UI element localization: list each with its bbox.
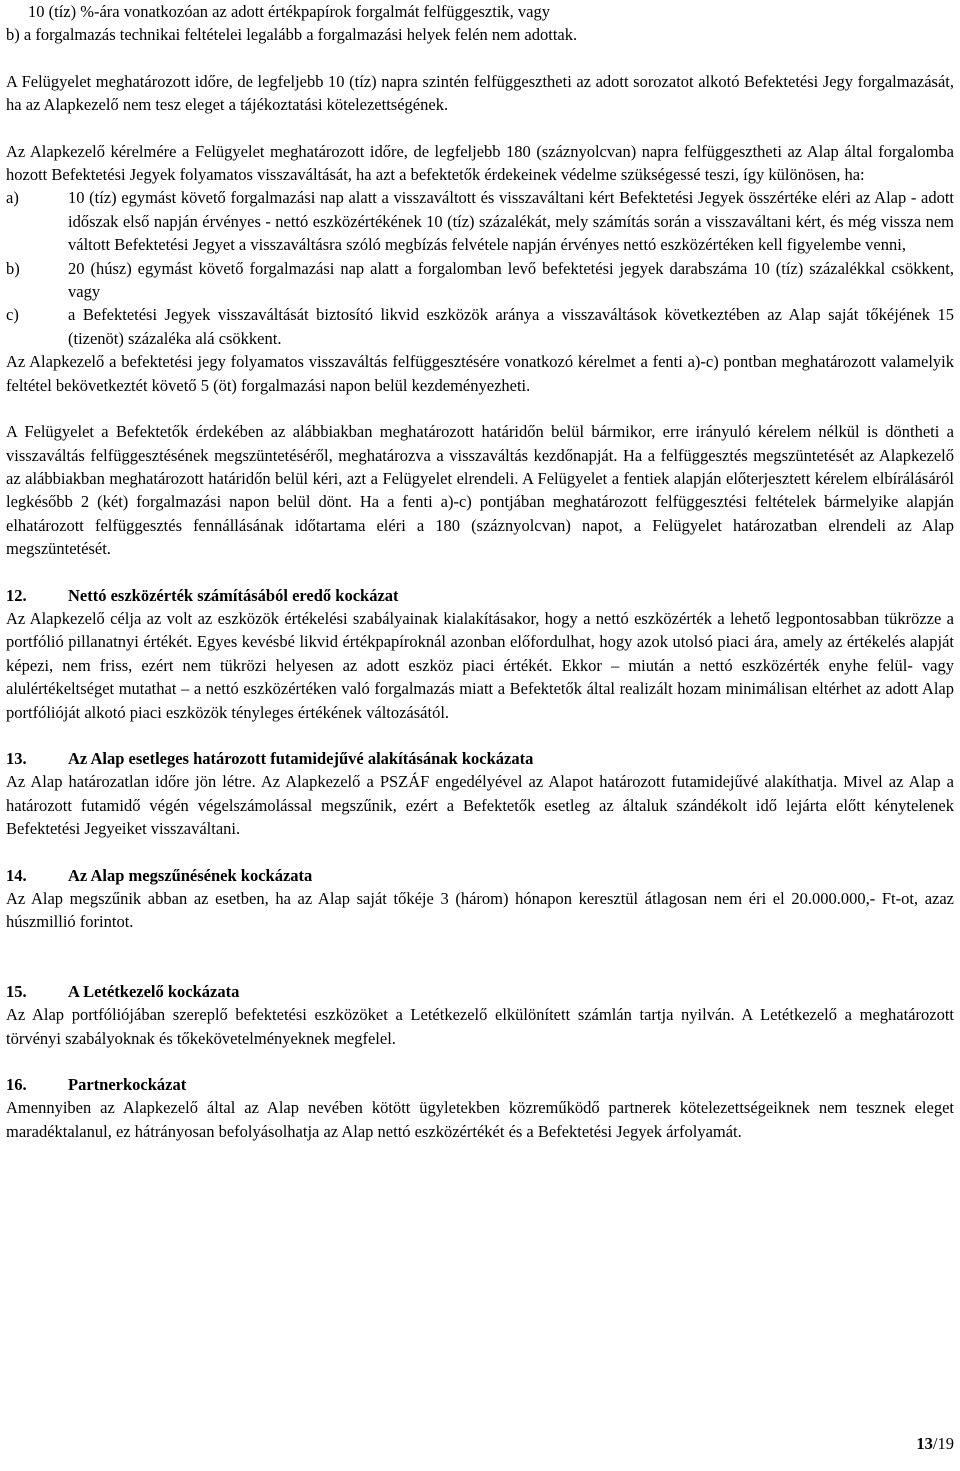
section-heading bbox=[6, 864, 954, 887]
section-heading bbox=[6, 747, 954, 770]
section-14 bbox=[6, 864, 954, 934]
section-title: Az Alap esetleges határozott futamidejűvé alakításának kockázata bbox=[68, 748, 534, 768]
section-body: Az Alap megszűnik abban az esetben, ha az Alap saját tőkéje 3 (három) hónapon keresztül átlagosan nem éri el 20.000.000,- Ft-ot, azaz húszmillió forintot. bbox=[6, 889, 954, 932]
section-title: A Letétkezelő kockázata bbox=[68, 981, 240, 1001]
section-number: 13. bbox=[6, 748, 27, 768]
continuation-line: 10 (tíz) %-ára vonatkozóan az adott értékpapírok forgalmát felfüggesztik, vagy bbox=[28, 2, 550, 21]
list-label: a) bbox=[6, 188, 19, 208]
list-item-a bbox=[6, 186, 954, 256]
section-15 bbox=[6, 980, 954, 1050]
section-body: Az Alap portfóliójában szereplő befektetési eszközöket a Letétkezelő elkülönített számlán tartja nyilván. A Letétkezelő a meghatározott törvényi szabályoknak és tőkekövetelményeknek megfelel. bbox=[6, 1005, 954, 1048]
section-heading bbox=[6, 980, 954, 1003]
document-page bbox=[6, 0, 954, 1143]
list-item-b bbox=[6, 257, 954, 304]
paragraph-redemption-suspension: Az Alapkezelő kérelmére a Felügyelet meghatározott időre, de legfeljebb 180 (száznyolcvan) napra felfüggesztheti az Alap által forgalomba hozott Befektetési Jegyek folyamatos visszaváltását, ha azt a befektetők érdekeinek védelme szükségessé teszi, így különösen, ha: bbox=[6, 141, 954, 185]
list-text: 20 (húsz) egymást követő forgalmazási nap alatt a forgalomban levő befektetési jegyek darabszáma 10 (tíz) százalékkal csökkent, vagy bbox=[68, 258, 954, 302]
list-text: a Befektetési Jegyek visszaváltását biztosító likvid eszközök aránya a visszaváltások következtében az Alap saját tőkéjének 15 (tizenöt) százaléka alá csökkent. bbox=[68, 305, 954, 348]
list-text: 10 (tíz) egymást követő forgalmazási nap alatt a visszaváltott és visszaváltani kért Befektetési Jegyek összértéke eléri az Alap - adott időszak első napján érvényes - nettó eszközértékének 10 (tíz) százalékát, mely számítás során a visszaváltani kért, és még vissza nem váltott Befektetési Jegyet a visszaváltásra szóló megbízás felvétele napján érvényes nettó eszközértéken kell figyelembe venni, bbox=[68, 188, 954, 255]
section-title: Nettó eszközérték számításából eredő kockázat bbox=[68, 585, 399, 605]
paragraph-request-deadline: Az Alapkezelő a befektetési jegy folyamatos visszaváltás felfüggesztésére vonatkozó kérelmet a fenti a)-c) pontban meghatározott valamelyik feltétel bekövetkeztét követő 5 (öt) forgalmazási napon belül kezdeményezheti. bbox=[6, 352, 954, 395]
list-label: b) bbox=[6, 258, 20, 278]
section-body: Az Alap határozatlan időre jön létre. Az Alapkezelő a PSZÁF engedélyével az Alapot határozott futamidejűvé alakíthatja. Mivel az Alap a határozott futamidő végén végelszámolással megszűnik, ezért a Befektetők esetleg az általuk szándékolt idő lejárta előtt kénytelenek Befektetési Jegyeiket visszaváltani. bbox=[6, 772, 954, 839]
paragraph-termination: A Felügyelet a Befektetők érdekében az alábbiakban meghatározott határidőn belül bármikor, erre irányuló kérelem nélkül is döntheti a visszaváltás felfüggesztésének megszüntetéséről, meghatározva a visszaváltás kezdőnapját. Ha a felfüggesztés megszüntetését az Alapkezelő az alábbiakban meghatározott határidőn belül kéri, azt a Felügyelet elrendeli. A Felügyelet a fentiek alapján előterjesztett kérelem elbírálásáról legkésőbb 2 (két) forgalmazási napon belül dönt. Ha a fenti a)-c) pontjában meghatározott felfüggesztési feltételek bármelyike alapján elhatározott felfüggesztés fennállásának időtartama eléri a 180 (száznyolcvan) napot, a Felügyelet határozatban elrendeli az Alap megszüntetését. bbox=[6, 422, 954, 559]
section-body: Amennyiben az Alapkezelő által az Alap nevében kötött ügyletekben közreműködő partnerek kötelezettségeiknek nem tesznek eleget maradéktalanul, ez hátrányosan befolyásolhatja az Alap nettó eszközértékét és a Befektetési Jegyek árfolyamát. bbox=[6, 1098, 954, 1141]
page-current: 13 bbox=[916, 1434, 933, 1453]
section-heading bbox=[6, 1073, 954, 1096]
section-13 bbox=[6, 747, 954, 841]
page-number bbox=[916, 1432, 954, 1455]
section-title: Partnerkockázat bbox=[68, 1075, 187, 1095]
section-body: Az Alapkezelő célja az volt az eszközök értékelési szabályainak kialakításakor, hogy a nettó eszközérték a lehető legpontosabban tükrözze a portfólió pillanatnyi értékét. Egyes kevésbé likvid értékpapíroknál azonban előfordulhat, hogy azok utolsó piaci ára, amely az értékelés alapját képezi, nem friss, ezért nem tükrözi helyesen az adott eszköz piaci értékét. Ekkor – miután a nettó eszközérték enyhe felül- vagy alulértékeltséget mutathat – a nettó eszközértéken való forgalmazás miatt a Befektetők által realizált hozam minimálisan eltérhet az adott Alap portfólióját alkotó piaci eszközök tényleges értékének változásától. bbox=[6, 608, 954, 722]
section-16 bbox=[6, 1073, 954, 1143]
page-total: /19 bbox=[932, 1434, 954, 1453]
paragraph-supervision-suspension: A Felügyelet meghatározott időre, de legfeljebb 10 (tíz) napra szintén felfüggesztheti az adott sorozatot alkotó Befektetési Jegy forgalmazását, ha az Alapkezelő nem tesz eleget a tájékoztatási kötelezettségének. bbox=[6, 71, 954, 115]
section-number: 15. bbox=[6, 981, 27, 1001]
section-number: 16. bbox=[6, 1075, 27, 1095]
section-title: Az Alap megszűnésének kockázata bbox=[68, 865, 313, 885]
section-heading bbox=[6, 584, 954, 607]
list-item-c bbox=[6, 303, 954, 350]
section-number: 12. bbox=[6, 585, 27, 605]
list-item-b-continuation: b) a forgalmazás technikai feltételei legalább a forgalmazási helyek felén nem adottak. bbox=[6, 25, 578, 45]
list-label: c) bbox=[6, 305, 19, 325]
section-12 bbox=[6, 584, 954, 724]
section-number: 14. bbox=[6, 865, 27, 885]
